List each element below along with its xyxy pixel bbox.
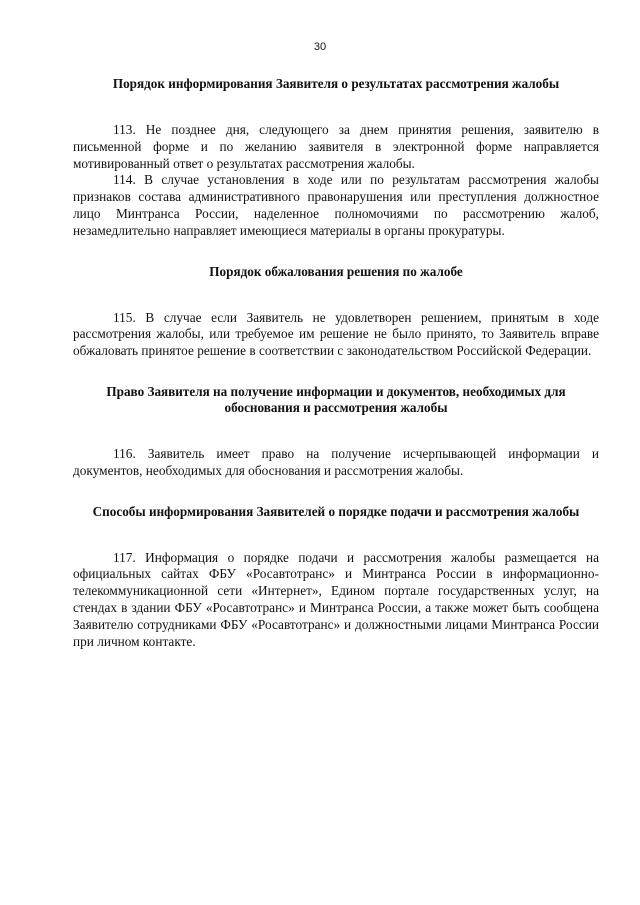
section-heading: Право Заявителя на получение информации и документов, необходимых для обоснования и рассмотрения жалобы bbox=[106, 383, 566, 415]
section-informing-results bbox=[73, 76, 599, 240]
section-appeal-decision bbox=[73, 264, 599, 360]
section-right-to-information bbox=[73, 384, 599, 480]
paragraph-115: 115. В случае если Заявитель не удовлетворен решением, принятым в ходе рассмотрения жалобы, или требуемое им решение не было принято, то Заявитель вправе обжаловать принятое решение в соответствии с законодательством Российской Федерации. bbox=[73, 309, 599, 359]
section-heading: Порядок информирования Заявителя о результатах рассмотрения жалобы bbox=[112, 76, 560, 91]
page-number: 30 bbox=[313, 41, 327, 53]
paragraph-117: 117. Информация о порядке подачи и рассмотрения жалобы размещается на официальных сайтах ФБУ «Росавтотранс» и Минтранса России в информационно-телекоммуникационной сети «Интернет», Едином портале государственных услуг, на стендах в здании ФБУ «Росавтотранс» и Минтранса России, а также может быть сообщена Заявителю сотрудниками ФБУ «Росавтотранс» и должностными лицами Минтранса России при личном контакте. bbox=[73, 549, 599, 649]
document-body bbox=[73, 76, 599, 650]
section-informing-methods bbox=[73, 504, 599, 651]
paragraph-114: 114. В случае установления в ходе или по результатам рассмотрения жалобы признаков состава административного правонарушения или преступления должностное лицо Минтранса России, наделенное полномочиями по рассмотрению жалоб, незамедлительно направляет имеющиеся материалы в органы прокуратуры. bbox=[73, 172, 599, 238]
paragraph-116: 116. Заявитель имеет право на получение исчерпывающей информации и документов, необходимых для обоснования и рассмотрения жалобы. bbox=[73, 445, 599, 478]
section-heading: Порядок обжалования решения по жалобе bbox=[209, 263, 463, 279]
section-heading: Способы информирования Заявителей о порядке подачи и рассмотрения жалобы bbox=[92, 503, 580, 519]
paragraph-113: 113. Не позднее дня, следующего за днем принятия решения, заявителю в письменной форме и по желанию заявителя в электронной форме направляется мотивированный ответ о результатах рассмотрения жалобы. bbox=[73, 122, 599, 171]
